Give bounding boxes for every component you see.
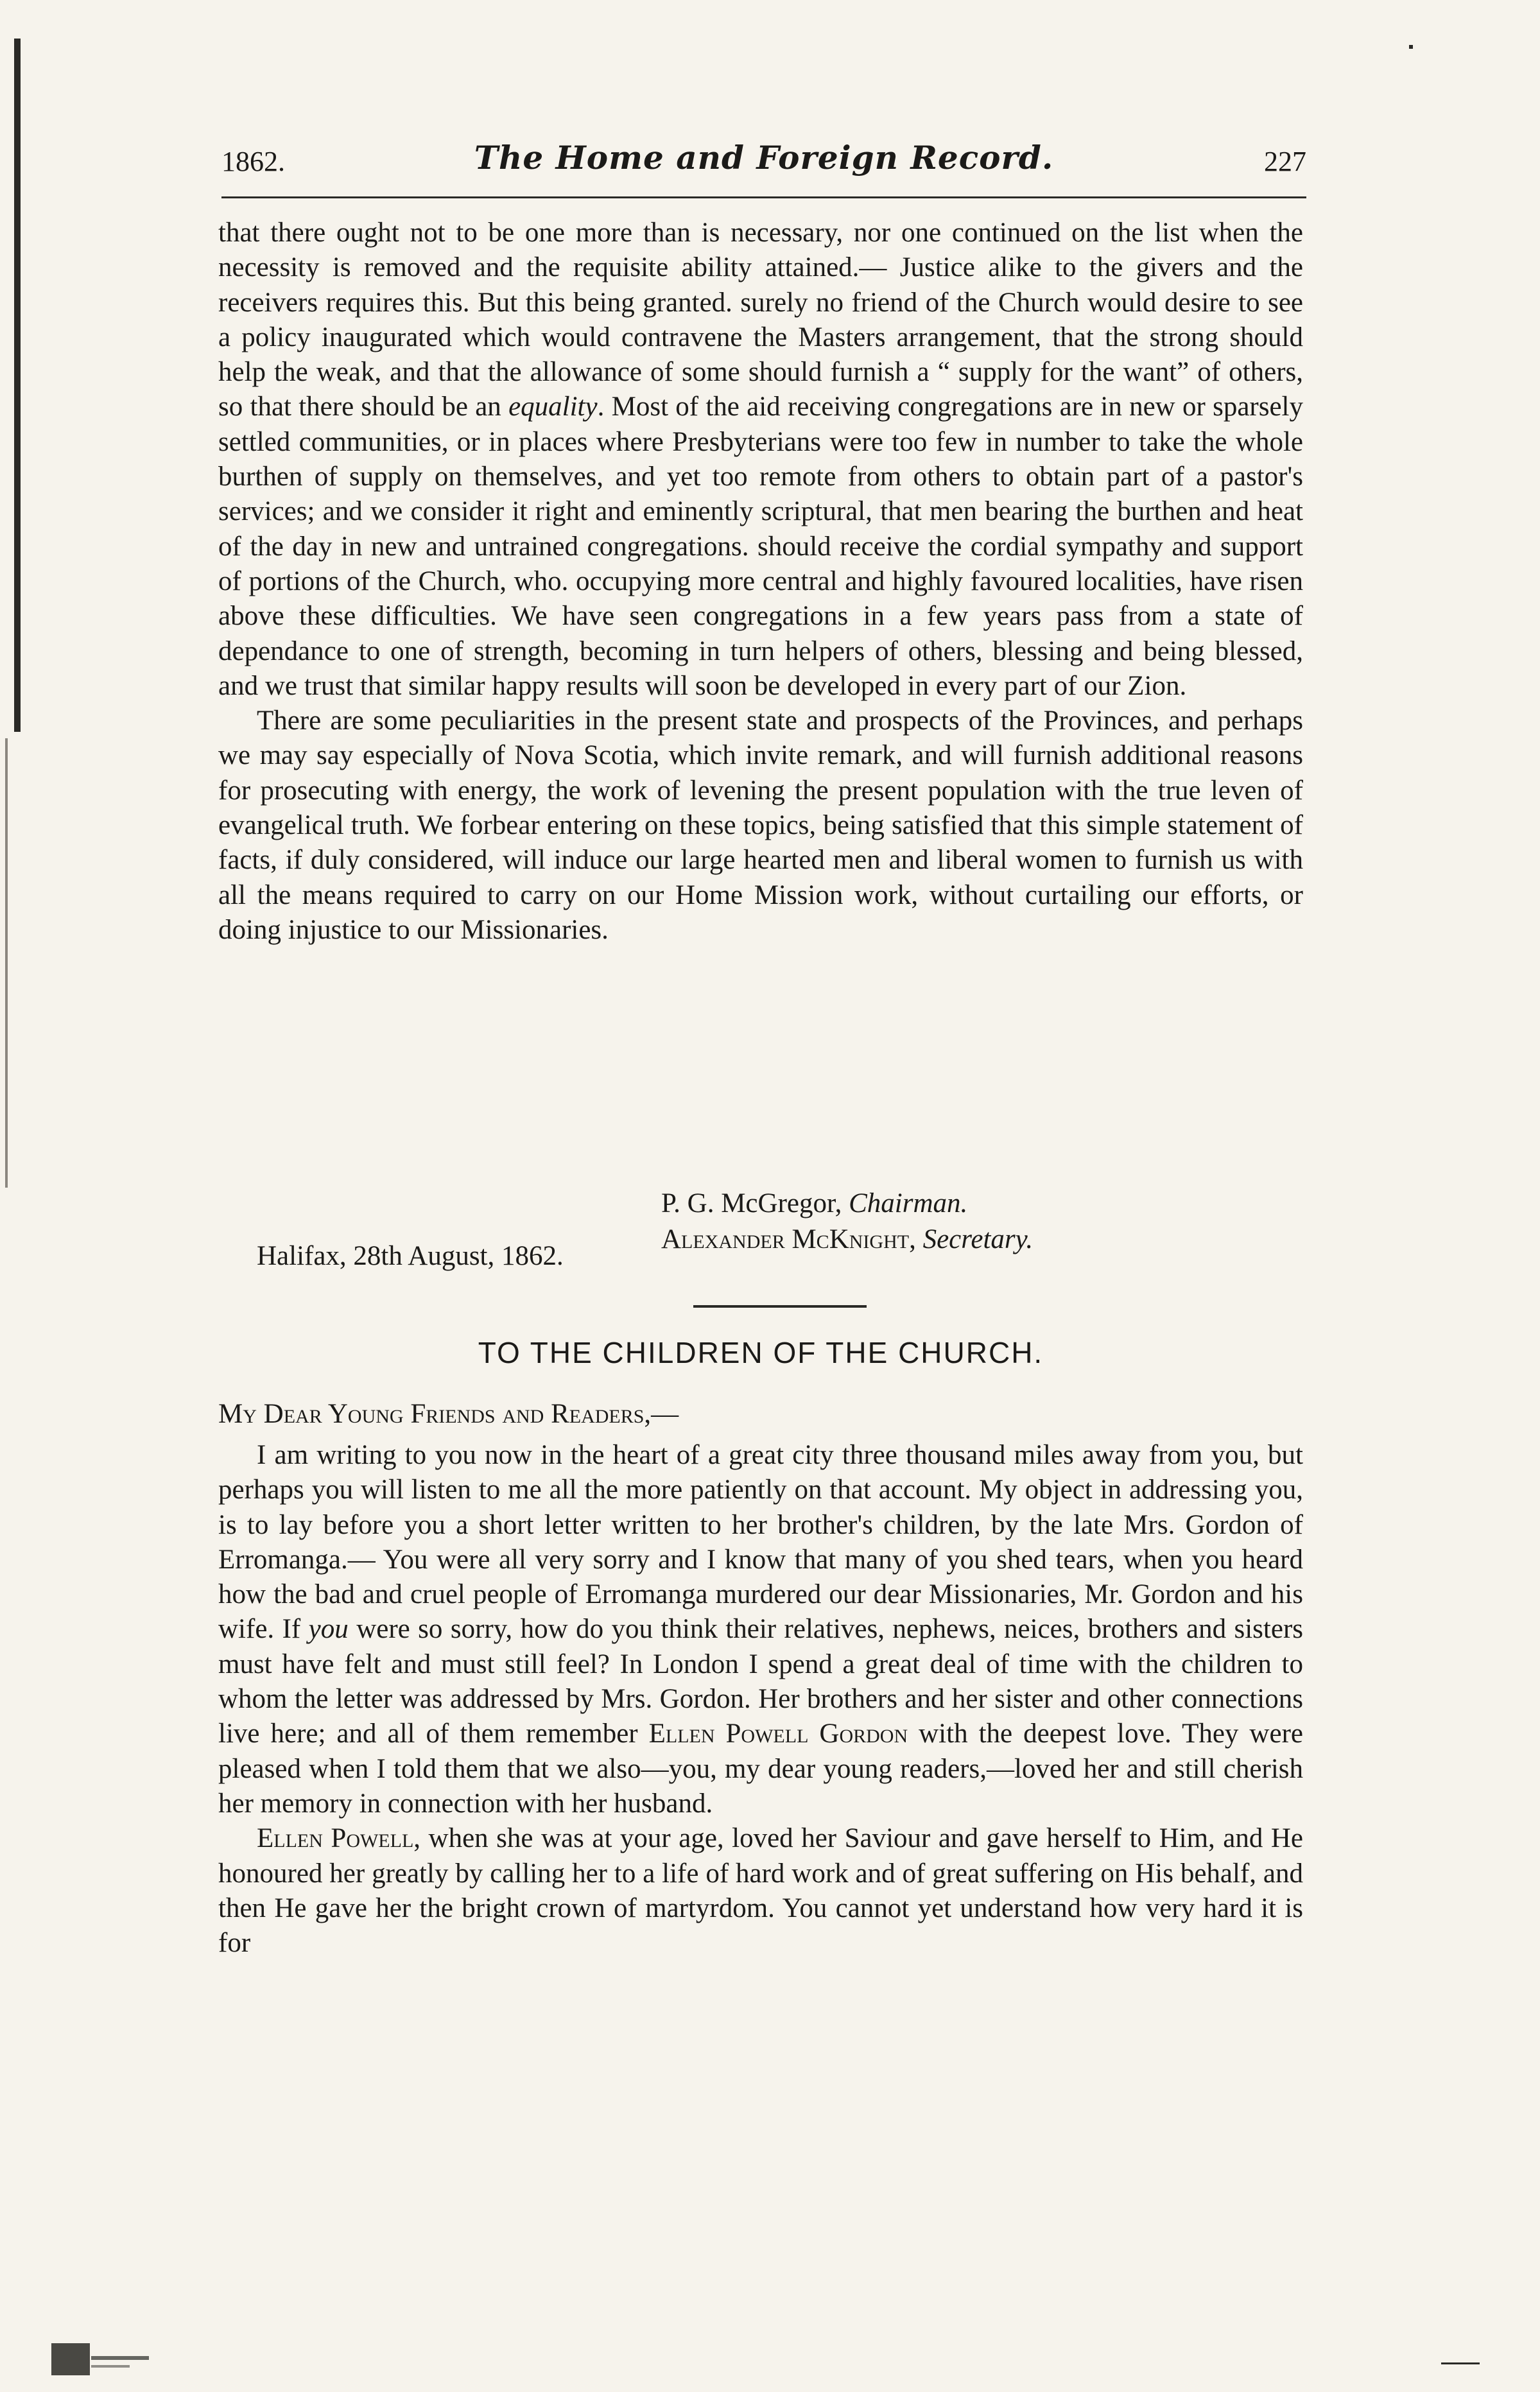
scan-edge-mark xyxy=(14,39,21,732)
report-paragraph: that there ought not to be one more than is necessary, nor one continued on the list when the necessity is removed and the requisite ability attained.— Justice alike to the givers and the receivers requires this. But this being granted. surely no friend of the Church would desire to see a policy inaugurated which would contravene the Masters arrangement, that the strong should help the weak, and that the allowance of some should furnish a “ supply for the want” of others, so that there should be an equality. Most of the aid receiving congregations are in new or sparsely settled communities, or in places where Presbyterians were too few in number to take the whole burthen of supply on themselves, and yet too remote from others to obtain part of a pastor's services; and we consider it right and eminently scriptural, that men bearing the burthen and heat of the day in new and untrained congregations. should receive the cordial sympathy and support of portions of the Church, who. occupying more central and highly favoured localities, have risen above these difficulties. We have seen congregations in a few years pass from a state of dependance to one of strength, becoming in turn helpers of others, blessing and being blessed, and we trust that similar happy results will soon be developed in every part of our Zion. xyxy=(218,218,1303,701)
letter-paragraph: I am writing to you now in the heart of a great city three thousand miles away from you, but perhaps you will listen to me all the more patiently on that account. My object in addressing you, is to lay before you a short letter written to her brother's children, by the late Mrs. Gordon of Erromanga.— You were all very sorry and I know that many of you shed tears, when you heard how the bad and cruel people of Erromanga murdered our dear Missionaries, Mr. Gordon and his wife. If you were so sorry, how do you think their relatives, nephews, neices, brothers and sisters must have felt and must still feel? In London I spend a great deal of time with the children to whom the letter was addressed by Mrs. Gordon. Her brothers and her sister and other connections live here; and all of them remember Ellen Powell Gordon with the deepest love. They were pleased when I told them that we also—you, my dear young readers,—loved her and still cherish her memory in connection with her husband. xyxy=(218,1440,1304,1819)
scan-speck xyxy=(1409,45,1413,49)
signature-chairman: P. G. McGregor, Chairman. xyxy=(661,1188,968,1218)
header-rule xyxy=(221,196,1306,198)
person-name: Ellen Powell Gordon xyxy=(648,1719,908,1749)
running-head-year: 1862. xyxy=(221,146,285,177)
section-title: TO THE CHILDREN OF THE CHURCH. xyxy=(478,1336,1044,1369)
letter-paragraph: Ellen Powell, when she was at your age, loved her Saviour and gave herself to Him, and He honoured her greatly by calling her to a life of hard work and of great suffering on His behalf, and then He gave her the bright crown of martyrdom. You cannot yet understand how very hard it is for xyxy=(218,1823,1303,1959)
library-stamp-mark xyxy=(51,2337,167,2382)
scan-speck xyxy=(1441,2362,1480,2364)
signature-secretary: Alexander McKnight, Secretary. xyxy=(661,1224,1034,1254)
emphasis: you xyxy=(308,1614,349,1645)
dateline: Halifax, 28th August, 1862. xyxy=(257,1241,564,1271)
person-name: Ellen Powell xyxy=(257,1823,414,1854)
section-divider xyxy=(693,1305,867,1308)
page-number: 227 xyxy=(1264,146,1306,177)
journal-title: The Home and Foreign Record. xyxy=(474,139,1054,177)
scan-edge-mark xyxy=(5,738,8,1188)
report-body xyxy=(218,216,1303,948)
running-head xyxy=(221,134,1306,185)
emphasis: equality xyxy=(508,392,598,422)
letter-body xyxy=(218,1438,1303,1961)
report-paragraph: There are some peculiarities in the present state and prospects of the Provinces, and perhaps we may say especially of Nova Scotia, which invite remark, and will furnish additional reasons for prosecuting with energy, the work of levening the present population with the true leven of evangelical truth. We forbear entering on these topics, being satisfied that this simple statement of facts, if duly considered, will induce our large hearted men and liberal women to furnish us with all the means required to carry on our Home Mission work, without curtailing our efforts, or doing injustice to our Missionaries. xyxy=(218,706,1303,945)
salutation: My Dear Young Friends and Readers,— xyxy=(218,1399,679,1429)
